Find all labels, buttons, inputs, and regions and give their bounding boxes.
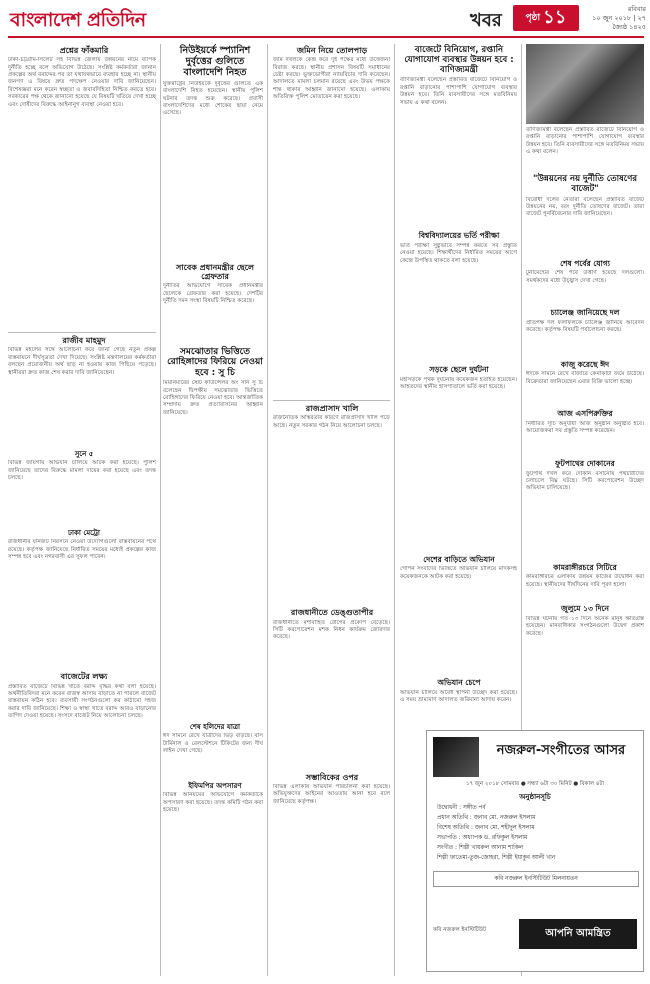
headline: আজ এসপিরুক্তির (557, 409, 613, 419)
headline: রাজীব মাহমুদ (62, 336, 106, 346)
article-body: গোপন সংবাদের ভিত্তিতে অভিযান চালিয়ে মাদকসহ কয়েকজনকে আটক করা হয়েছে। (400, 566, 517, 580)
headline: জমিন নিয়ে তোলপাড় (296, 46, 368, 55)
article-body: বিভিন্ন ঘটনায় গত ১৩ দিনে অনেক মানুষ ক্ষতিগ্রস্ত হয়েছেন। মানবাধিকার সংগঠনগুলো উদ্বেগ প্রকাশ করেছে। (526, 615, 644, 637)
masthead-rule (8, 36, 644, 38)
headline: বাজেটের লক্ষ্য (60, 672, 108, 682)
page-word: পৃষ্ঠা (525, 13, 541, 23)
headline: সম্ভাবিকের ওপর (305, 772, 359, 782)
headline: কাজু করেছে ঈদ (560, 359, 610, 369)
headline: অভিযান চেপে (437, 678, 481, 688)
headline: কামরাঙ্গীরচরে সিটিরে (553, 562, 617, 572)
divider (273, 400, 390, 401)
article-body: জমি দখলকে কেন্দ্র করে দুই পক্ষের মধ্যে উত্তেজনা বিরাজ করছে। স্থানীয় প্রশাসন বিষয়টি সমাধানের চেষ্টা করছে। ভুক্তভোগীরা ন্যায়বিচার দাবি করেছেন। আদালতে মামলা চলমান রয়েছে এবং উভয় পক্ষকে শান্ত থাকার আহ্বান জানানো হয়েছে। এলাকায় অতিরিক্ত পুলিশ মোতায়েন করা হয়েছে। (273, 57, 390, 101)
ad-program-list (437, 803, 637, 863)
section-title: খবর (470, 10, 502, 31)
masthead (0, 0, 650, 40)
poet-portrait (433, 737, 479, 777)
newspaper-logo: বাংলাদেশ প্রতিদিন (10, 9, 146, 31)
article-body: অভিযান চালিয়ে অবৈধ স্থাপনা উচ্ছেদ করা হয়েছে। এ সময় ভ্রাম্যমাণ আদালত জরিমানা আদায় করেন। (400, 689, 517, 704)
article-body: রাজনৈতিক অস্থিরতার কারণে রাজপ্রাসাদ খালি পড়ে আছে। নতুন সরকার গঠন নিয়ে আলোচনা চলছে। (273, 415, 390, 429)
ad-program-heading: অনুষ্ঠানসূচি (519, 793, 551, 801)
column-2 (163, 44, 268, 976)
news-photo (526, 44, 644, 124)
headline: সুনে ৫ (74, 450, 94, 459)
article-body: ভর্তি পরীক্ষা সুষ্ঠুভাবে সম্পন্ন করতে সব প্রস্তুতি নেওয়া হয়েছে। শিক্ষার্থীদের নির্ধারিত সময়ের আগে কেন্দ্রে উপস্থিত থাকতে বলা হয়েছে। (400, 242, 517, 264)
article-body: প্রস্তাবিত বাজেটে বিভিন্ন খাতে বরাদ্দ বৃদ্ধির কথা বলা হয়েছে। অর্থনীতিবিদরা মনে করেন রাজস্ব আদায় বাড়াতে না পারলে বাজেট বাস্তবায়ন কঠিন হবে। ব্যবসায়ী সংগঠনগুলো কর কাঠামো সহজ করার দাবি জানিয়েছে। শিক্ষা ও স্বাস্থ্য খাতে বরাদ্দ আরও বাড়ানোর তাগিদ দেওয়া হয়েছে। সংসদে বাজেট নিয়ে আলোচনা চলছে। (8, 683, 156, 720)
date: ১০ জুন ২০১৮ | ২৭ জ্যৈষ্ঠ ১৪২৫ (592, 14, 646, 31)
article-body: টুর্নামেন্টের শেষ পর্বে উত্তীর্ণ হয়েছে দলগুলো। সমর্থকদের মধ্যে উচ্ছ্বাস দেখা গেছে। (526, 270, 644, 284)
headline: শেষ হলিদের যাত্রা (189, 723, 241, 732)
headline: বাজেটে বিনিয়োগ, রপ্তানি যোগাযোগ ব্যবস্থার উন্নয়ন হবে : বাণিজ্যমন্ত্রী (404, 45, 514, 75)
article-body: বিরোধী দলের নেতারা বলেছেন প্রস্তাবিত বাজেট উন্নয়নের নয়, বরং দুর্নীতি তোষণের বাজেট। তারা বাজেট পুনর্বিবেচনার দাবি জানিয়েছেন। (526, 196, 644, 218)
article-body: বিভিন্ন মহলের সঙ্গে আলোচনা করে জানা গেছে নতুন প্রকল্প বাস্তবায়নে দীর্ঘসূত্রতা দেখা দিয়েছে। সংশ্লিষ্ট মন্ত্রণালয়ের কর্মকর্তারা বলছেন প্রয়োজনীয় অর্থ ছাড় না হওয়ায় কাজ পিছিয়ে পড়েছে। স্থানীয়রা দ্রুত কাজ শেষ করার দাবি জানিয়েছেন। (8, 347, 156, 376)
article-body: মিয়ানমারের স্টেট কাউন্সেলর অং সান সু চি বলেছেন দ্বিপক্ষীয় সমঝোতার ভিত্তিতে রোহিঙ্গাদের ফিরিয়ে নেওয়া হবে। আন্তর্জাতিক সম্প্রদায় দ্রুত প্রত্যাবাসনের আহ্বান জানিয়েছে। (163, 380, 263, 416)
divider (8, 332, 156, 333)
ad-invite-banner: আপনি আমন্ত্রিত (519, 919, 637, 949)
headline: রাজপ্রাসাদ খালি (305, 404, 359, 414)
ad-venue: কবি নজরুল ইনস্টিটিউট মিলনায়তন (433, 871, 639, 887)
headline: চ্যালেঞ্জ জানিয়েছে দল (550, 308, 620, 318)
program-line: উদ্বোধনী : সঙ্গীত পর্ব (437, 805, 486, 811)
program-line: বিশেষ অতিথি : জনাব মো. শহীদুল ইসলাম (437, 825, 535, 831)
article-body: কামরাঙ্গীরচর এলাকায় উন্নয়ন কাজের উদ্বোধন করা হয়েছে। স্থানীয়দের দীর্ঘদিনের দাবি পূরণ হলো। (526, 574, 644, 588)
article-body: বিভিন্ন জায়গায় অভিযান চালিয়ে আটক করা হয়েছে। পুলিশ জানিয়েছে তাদের বিরুদ্ধে মামলা দায়ের করা হয়েছে এবং তদন্ত চলছে। (8, 460, 156, 482)
column-3 (270, 44, 395, 976)
page-number-box (513, 5, 579, 31)
headline: দেশের বাড়িতে অভিযান (423, 554, 495, 564)
weekday: রবিবার (627, 5, 646, 13)
headline: ইফিমপির অপসারণ (188, 782, 242, 791)
program-line: সভাপতি : অধ্যাপক ড. রফিকুল ইসলাম (437, 835, 528, 841)
article-body: রাজধানীর যানজট নিরসনে নেওয়া উদ্যোগগুলো বাস্তবায়নের পথে রয়েছে। কর্তৃপক্ষ জানিয়েছে নির্ধারিত সময়ের মধ্যেই প্রকল্পের কাজ সম্পন্ন হবে এবং নগরবাসী এর সুফল পাবেন। (8, 539, 156, 561)
article-body: রাজধানীতে মশাবাহিত রোগের প্রকোপ বেড়েছে। সিটি করপোরেশন মশক নিধন কার্যক্রম জোরদার করেছে। (273, 619, 390, 641)
article-body: বিভিন্ন এলাকায় অভিযান পরিচালনা করা হয়েছে। অভিযুক্তদের আইনের আওতায় আনা হবে বলে জানিয়েছে কর্তৃপক্ষ। (273, 783, 390, 805)
headline: নিউইয়র্কে স্প্যানিশ দুর্বৃত্তের গুলিতে বাংলাদেশি নিহত (179, 45, 251, 78)
headline: প্রশ্নের ফাঁকমারি (59, 46, 109, 55)
program-line: প্রধান অতিথি : জনাব মো. নজরুল ইসলাম (437, 815, 536, 821)
headline: বিশ্ববিদ্যালয়ের ভর্তি পরীক্ষা (418, 231, 500, 241)
headline: সড়কে ছেলে দুর্ঘটনা (429, 364, 489, 374)
ad-date: ১৭ জুন ২০১৮ সোমবার ● সন্ধ্যা ৬টা ৩০ মিনিট ● বিকাল ৪টা (466, 781, 604, 787)
article-body: বাণিজ্যমন্ত্রী বলেছেন প্রস্তাবিত বাজেটে বিনিয়োগ ও রপ্তানি বাড়ানোর পাশাপাশি যোগাযোগ ব্যবস্থার উন্নয়ন হবে। তিনি ব্যবসায়ীদের সঙ্গে মতবিনিময় সভায় এ কথা বলেন। (400, 77, 517, 106)
event-advertisement (426, 730, 644, 972)
program-line: সংগীত : শিল্পী খায়রুল আনাম শাকিল (437, 845, 524, 851)
article-body: ঈদকে সামনে রেখে বাজারে কেনাকাটা জমে উঠেছে। বিক্রেতারা জানিয়েছেন এবার বিক্রি ভালো হচ্ছে। (526, 371, 644, 385)
column-1 (8, 44, 161, 976)
ad-footer-org: কবি নজরুল ইনস্টিটিউট (433, 927, 487, 933)
headline: সমঝোতার ভিত্তিতে রোহিঙ্গাদের ফিরিয়ে নেওয়া হবে : সু চি (167, 347, 263, 378)
article-body: দুর্নীতির অভিযোগে সাবেক প্রধানমন্ত্রীর ছেলেকে গ্রেফতার করা হয়েছে। দেশটির দুর্নীতি দমন সংস্থা বিষয়টি নিশ্চিত করেছে। (163, 283, 263, 304)
photo-caption: বাণিজ্যমন্ত্রী বলেছেন প্রস্তাবিত বাজেটে বিনিয়োগ ও রপ্তানি বাড়ানোর পাশাপাশি যোগাযোগ ব্যবস্থার উন্নয়ন হবে। তিনি ব্যবসায়ীদের সঙ্গে মতবিনিময় সভায় এ কথা বলেন। (526, 127, 644, 156)
article-body: বিভিন্ন অনিয়মের অভিযোগে কর্মকর্তাকে অপসারণ করা হয়েছে। তদন্ত কমিটি গঠন করা হয়েছে। (163, 792, 263, 814)
headline: শেষ পর্বের যোগ্য (560, 258, 610, 268)
headline: জুলুমে ১৩ দিনে (560, 604, 610, 614)
article-body: ফুটপাথ দখল করে দোকান বসানোয় পথচারীদের চলাচলে বিঘ্ন ঘটছে। সিটি করপোরেশন উচ্ছেদ অভিযান চালিয়েছে। (526, 470, 644, 492)
article-body: ঈদ সামনে রেখে যাত্রীদের ভিড় বাড়ছে। বাস টার্মিনাল ও রেলস্টেশনে টিকিটের জন্য দীর্ঘ লাইন দেখা গেছে। (163, 733, 263, 755)
article-body: মহাসড়কে পৃথক দুর্ঘটনায় কয়েকজন হতাহত হয়েছেন। আহতদের স্থানীয় হাসপাতালে ভর্তি করা হয়েছে। (400, 376, 517, 390)
dateline (584, 5, 646, 32)
program-line: শিল্পী ফাতেমা-তুজ-জোহরা, শিল্পী ইয়াকুব আলী খান (437, 855, 556, 861)
headline: সাবেক প্রধানমন্ত্রীর ছেলে গ্রেফতার (176, 262, 254, 281)
headline: রাজধানীতে ডেঙ্গুতাপীর (290, 608, 374, 618)
headline: ফুটপাথের দোকানের (555, 459, 615, 469)
ad-title: নজরুল-সংগীতের আসর (496, 743, 626, 758)
headline: ঢাকা মেট্রো (68, 529, 100, 538)
article-body: যুক্তরাষ্ট্রের নিউইয়র্কে দুর্বৃত্তের গুলিতে এক বাংলাদেশি নিহত হয়েছেন। স্থানীয় পুলিশ ঘটনার তদন্ত শুরু করেছে। প্রবাসী বাংলাদেশিদের মধ্যে শোকের ছায়া নেমে এসেছে। (163, 80, 263, 117)
headline: "উন্নয়নের নয় দুর্নীতি তোষণের বাজেট" (532, 174, 638, 194)
article-body: নির্ধারিত সূচি অনুযায়ী আজ অনুষ্ঠান অনুষ্ঠিত হবে। আয়োজকরা সব প্রস্তুতি সম্পন্ন করেছেন। (526, 421, 644, 435)
article-body: প্রতিপক্ষ দল ফলাফলকে চ্যালেঞ্জ জানিয়ে আবেদন করেছে। কর্তৃপক্ষ বিষয়টি পর্যালোচনা করছে। (526, 319, 644, 334)
page-number: ১১ (543, 7, 567, 28)
article-body: ঢাকা-চট্টগ্রাম-সিলেট সহ বিভিন্ন জেলায় উন্নয়নের নামে ব্যাপক দুর্নীতি হচ্ছে বলে অভিযোগ উঠেছে। সংশ্লিষ্ট কর্মকর্তারা জানান প্রকল্পের অর্থ বরাদ্দের পর তা যথাযথভাবে ব্যবহার হচ্ছে না। স্থানীয় জনগণ এ বিষয়ে দ্রুত পদক্ষেপ নেওয়ার দাবি জানিয়েছেন। বিশেষজ্ঞরা মনে করেন স্বচ্ছতা ও জবাবদিহিতা নিশ্চিত করতে হবে। সরকারের পক্ষ থেকে জানানো হয়েছে যে বিষয়টি খতিয়ে দেখা হচ্ছে এবং দোষীদের বিরুদ্ধে আইনানুগ ব্যবস্থা নেওয়া হবে। (8, 57, 156, 108)
